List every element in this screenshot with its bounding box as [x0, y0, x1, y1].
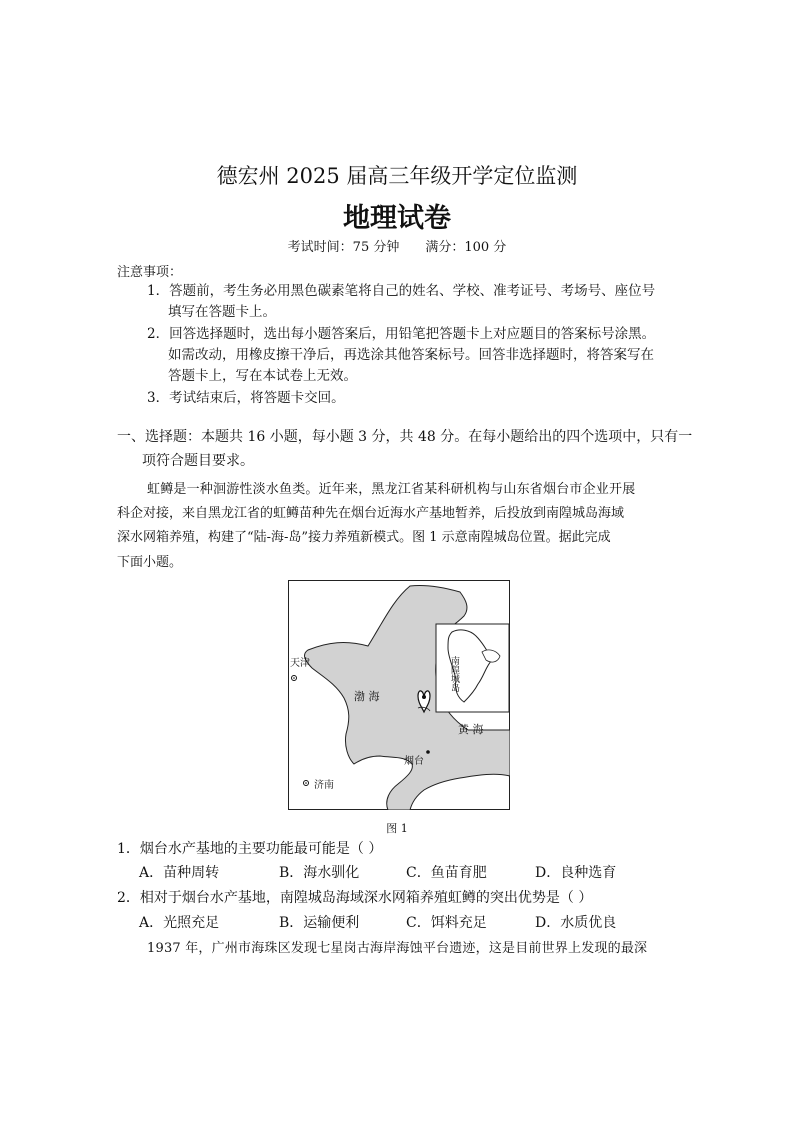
notice-line: 答题卡上，写在本试卷上无效。 [168, 368, 357, 384]
label-island: 南隍城岛 [449, 656, 459, 692]
passage-line: 1937 年，广州市海珠区发现七星岗古海岸海蚀平台遗迹，这是目前世界上发现的最深 [147, 941, 648, 956]
label-yantai: 烟台 [404, 756, 424, 767]
passage-line: 下面小题。 [117, 555, 183, 570]
question-stem: 1．烟台水产基地的主要功能最可能是（ ） [117, 841, 383, 857]
notice-heading: 注意事项： [117, 265, 183, 280]
subject-title: 地理试卷 [343, 203, 451, 234]
label-jinan: 济南 [314, 780, 334, 791]
section-heading-cont: 项符合题目要求。 [142, 453, 254, 469]
option-b: B．运输便利 [279, 915, 360, 931]
label-huanghai: 黄 海 [458, 723, 484, 736]
passage-line: 虹鳟是一种洄游性淡水鱼类。近年来，黑龙江省某科研机构与山东省烟台市企业开展 [147, 482, 636, 497]
figure-caption: 图 1 [386, 822, 408, 835]
option-b: B．海水驯化 [279, 865, 360, 881]
notice-line: 如需改动，用橡皮擦干净后，再选涂其他答案标号。回答非选择题时，将答案写在 [168, 347, 654, 363]
notice-line: 3．考试结束后，将答题卡交回。 [147, 390, 345, 406]
full-score: 满分：100 分 [425, 240, 507, 255]
notice-line: 1．答题前，考生务必用黑色碳素笔将自己的姓名、学校、准考证号、考场号、座位号 [147, 283, 656, 299]
option-a: A．苗种周转 [139, 865, 220, 881]
notice-line: 填写在答题卡上。 [168, 304, 276, 320]
passage-line: 深水网箱养殖，构建了“陆-海-岛”接力养殖新模式。图 1 示意南隍城岛位置。据此完成 [117, 530, 611, 545]
location-map [288, 580, 510, 810]
option-a: A．光照充足 [139, 915, 220, 931]
exam-title: 德宏州 2025 届高三年级开学定位监测 [216, 164, 578, 188]
exam-time: 考试时间：75 分钟 [287, 240, 400, 255]
option-d: D．良种选育 [535, 865, 617, 881]
yantai-point [426, 750, 430, 754]
label-tianjin: 天津 [290, 658, 310, 669]
label-bohai: 渤 海 [354, 690, 380, 703]
option-c: C．鱼苗育肥 [406, 865, 487, 881]
option-c: C．饵料充足 [406, 915, 487, 931]
section-heading: 一、选择题：本题共 16 小题，每小题 3 分，共 48 分。在每小题给出的四个选项中，只有一 [117, 429, 693, 445]
option-d: D．水质优良 [535, 915, 617, 931]
notice-line: 2．回答选择题时，选出每小题答案后，用铅笔把答题卡上对应题目的答案标号涂黑。 [147, 326, 656, 342]
exam-meta [0, 236, 794, 255]
question-stem: 2．相对于烟台水产基地，南隍城岛海域深水网箱养殖虹鳟的突出优势是（ ） [117, 890, 593, 906]
passage-line: 科企对接，来自黑龙江省的虹鳟苗种先在烟台近海水产基地暂养，后投放到南隍城岛海域 [117, 506, 625, 521]
